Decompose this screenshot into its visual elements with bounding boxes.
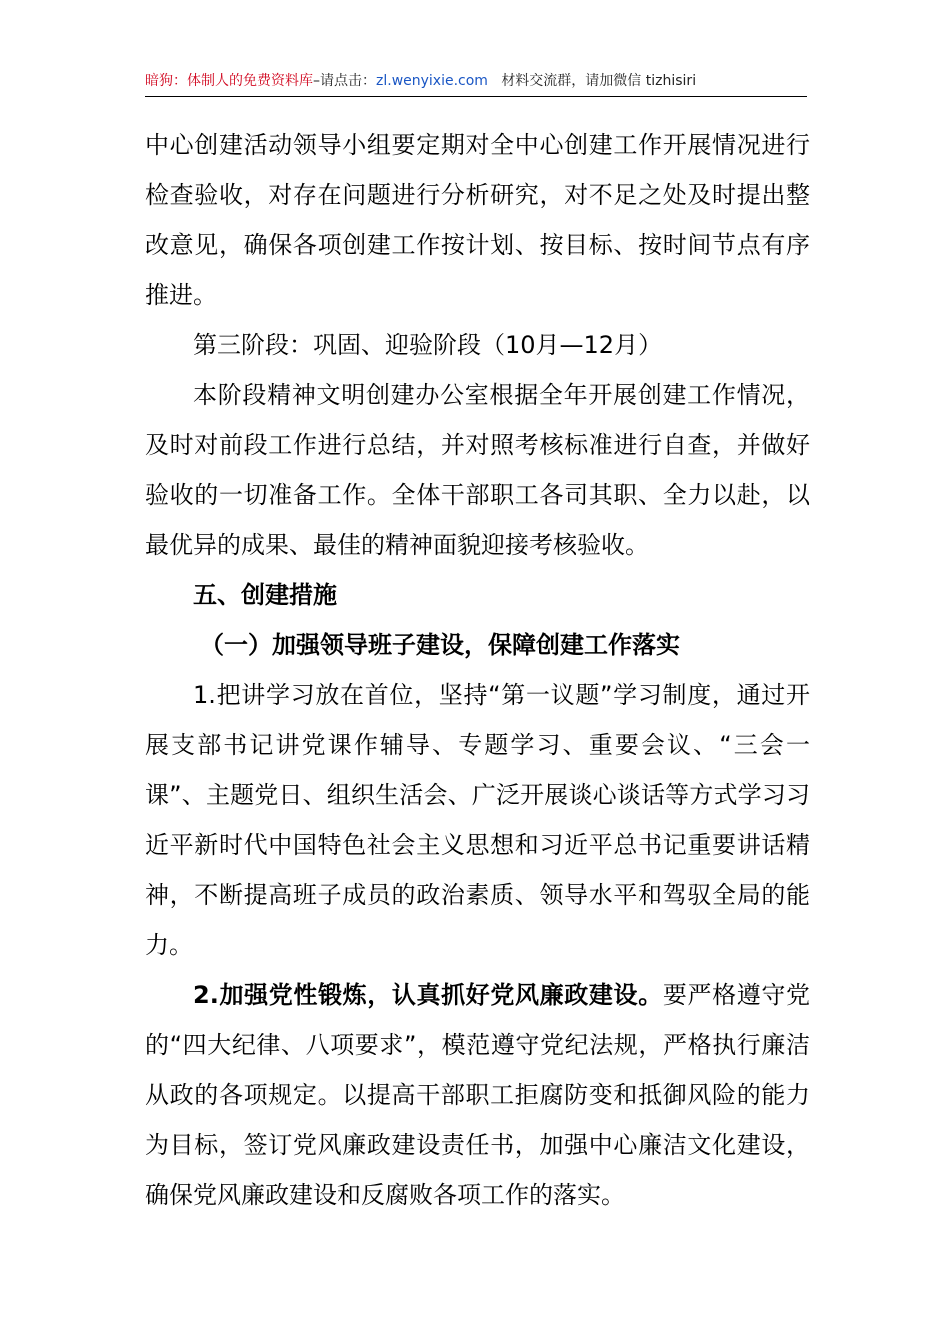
stage3-title: 第三阶段：巩固、迎验阶段（10月—12月） [193, 331, 663, 359]
item-2-lead: 2.加强党性锻炼，认真抓好党风廉政建设。 [193, 981, 663, 1009]
item-1-paragraph: 1.把讲学习放在首位，坚持“第一议题”学习制度，通过开展支部书记讲党课作辅导、专题学习、重要会议、“三会一课”、主题党日、组织生活会、广泛开展谈心谈话等方式学习习近平新时代中国特色社会主义思想和习近平总书记重要讲话精神，不断提高班子成员的政治素质、领导水平和驾驭全局的能力。 [145, 681, 810, 959]
subsection-1-heading: （一）加强领导班子建设，保障创建工作落实 [200, 631, 680, 659]
item-2-paragraph [145, 970, 810, 1220]
header-url-link[interactable]: zl.wenyixie.com [376, 73, 488, 89]
stage3-paragraph: 本阶段精神文明创建办公室根据全年开展创建工作情况，及时对前段工作进行总结，并对照考核标准进行自查，并做好验收的一切准备工作。全体干部职工各司其职、全力以赴，以最优异的成果、最佳的精神面貌迎接考核验收。 [145, 381, 810, 559]
header-site-name: 暗狗：体制人的免费资料库 [145, 73, 313, 89]
section-5-heading: 五、创建措施 [193, 581, 337, 609]
item-2-text: 要严格遵守党的“四大纪律、八项要求”，模范遵守党纪法规，严格执行廉洁从政的各项规定。以提高干部职工拒腐防变和抵御风险的能力为目标，签订党风廉政建设责任书，加强中心廉洁文化建设，确保党风廉政建设和反腐败各项工作的落实。 [145, 981, 810, 1209]
paragraph-continued: 中心创建活动领导小组要定期对全中心创建工作开展情况进行检查验收，对存在问题进行分析研究，对不足之处及时提出整改意见，确保各项创建工作按计划、按目标、按时间节点有序推进。 [145, 131, 810, 309]
header-click-prompt: –请点击： [313, 73, 376, 89]
page-header [145, 70, 807, 97]
document-body [145, 120, 810, 1220]
header-wechat-note: 材料交流群，请加微信 tizhisiri [501, 73, 697, 89]
